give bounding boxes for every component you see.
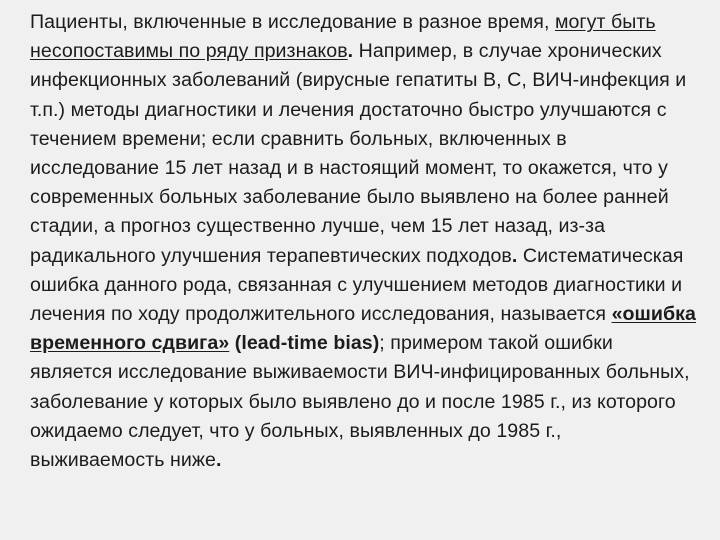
term-lead-time-bias-ru: «ошибка временного сдвига»: [30, 303, 696, 355]
bold-period: .: [511, 244, 518, 267]
text-run: Например, в случае хронических инфекционных заболеваний (вирусные гепатиты В, С, ВИЧ-инфекция и т.п.) методы диагностики и лечения достаточно быстро улучшаются с течением времени; если сравнить больных, включенных в исследование 15 лет назад и в настоящий момент, то окажется, что у современных больных заболевание было выявлено на более ранней стадии, а прогноз существенно лучше, чем 15 лет назад, из-за радикального улучшения терапевтических подходов: [30, 40, 687, 267]
paragraph: [30, 8, 700, 475]
underlined-phrase: могут быть несопоставимы по ряду признаков: [30, 11, 656, 63]
slide-body-text: [30, 8, 700, 475]
bold-period: .: [215, 449, 222, 472]
text-run: ; примером такой ошибки является исследование выживаемости ВИЧ-инфицированных больных, заболевание у которых было выявлено до и после 1985 г., из которого ожидаемо следует, что у больных, выявленных до 1985 г., выживаемость ниже: [30, 332, 690, 472]
text-run: Пациенты, включенные в исследование в разное время,: [30, 11, 555, 33]
bold-period: .: [347, 40, 354, 63]
term-lead-time-bias-en: (lead-time bias): [229, 332, 380, 355]
text-run: Систематическая ошибка данного рода, связанная с улучшением методов диагностики и лечения по ходу продолжительного исследования, называется: [30, 244, 684, 326]
